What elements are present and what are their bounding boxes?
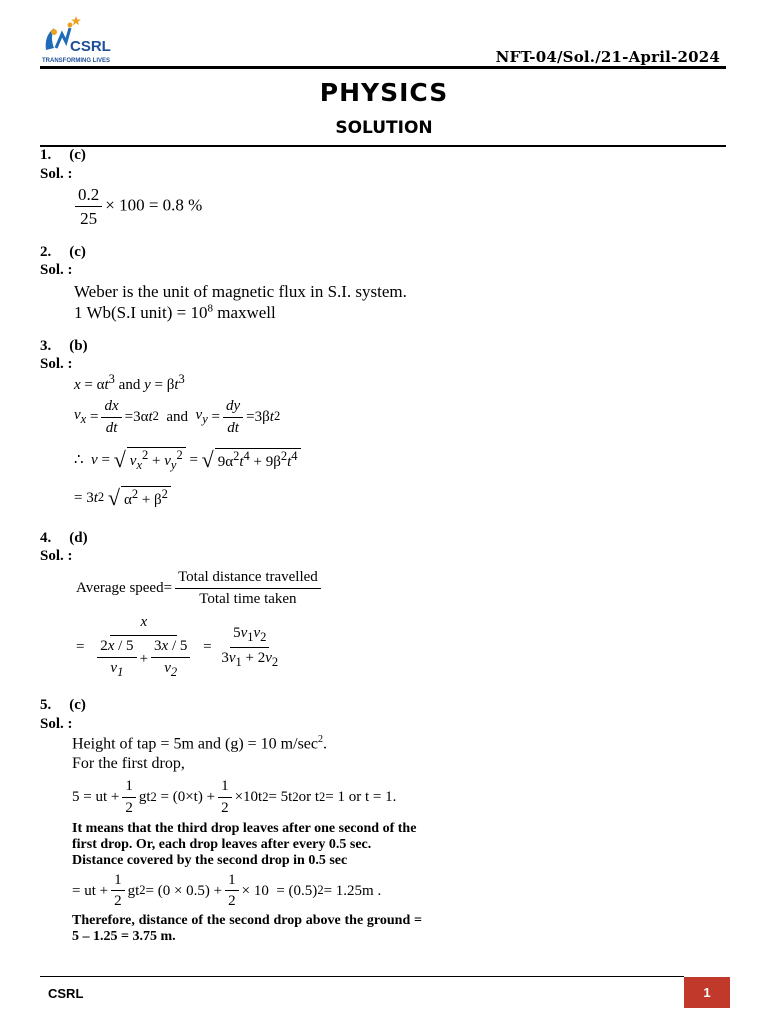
question-4-solution: Average speed= $\frac{\text{Total distance travelled}}{\text{Total time taken}}$ = x $\frac{2x / 5}{v_1}$ + $\frac{3x / 5}{v_2}$ = $\frac{5v_1v_2}{3v_1 + 2v_2}$ <box>76 566 324 680</box>
first-drop-equation: 5 = ut + $\frac{1}{2}$ gt 2 = (0×t) + $\frac{1}{2}$ ×10t 2 = 5t 2 or t 2 = 1 or t = 1. <box>72 778 397 817</box>
question-3-label <box>40 338 88 355</box>
fraction-numerator: 0.2 <box>75 184 102 207</box>
weber-statement: Weber is the unit of magnetic flux in S.I. system. <box>74 282 407 301</box>
question-2-sol-label: Sol. : <box>40 262 73 278</box>
subject-title: PHYSICS <box>319 78 449 107</box>
question-1-sol-label: Sol. : <box>40 166 73 182</box>
page-number: 1 <box>703 985 711 1000</box>
solution-heading: SOLUTION <box>335 118 433 138</box>
page-number-badge <box>684 977 730 1008</box>
question-2-label <box>40 244 86 261</box>
question-5-sol-label: Sol. : <box>40 716 73 732</box>
question-1-solution <box>72 184 202 230</box>
footer-brand: CSRL <box>48 986 84 1001</box>
csrl-logo <box>40 14 120 66</box>
question-5-label <box>40 697 86 714</box>
first-drop-line: For the first drop, <box>72 754 185 772</box>
footer-divider <box>40 976 684 977</box>
question-answer: (b) <box>69 338 88 354</box>
question-number: 2. <box>40 244 52 260</box>
equation-rest: × 100 = 0.8 % <box>105 195 203 215</box>
question-4-sol-label: Sol. : <box>40 548 73 564</box>
heading-divider <box>40 145 726 147</box>
question-1-label <box>40 147 86 164</box>
fraction-denominator: 25 <box>80 209 98 229</box>
question-4-label <box>40 530 88 547</box>
question-answer: (c) <box>69 697 86 713</box>
weber-conversion: 1 Wb(S.I unit) = $10^8$ maxwell <box>74 302 276 323</box>
question-number: 4. <box>40 530 52 546</box>
fraction-numerator: Total distance travelled <box>175 568 321 589</box>
average-speed-label: Average speed= <box>76 579 173 596</box>
second-drop-equation: = ut + $\frac{1}{2}$ gt 2 = (0 × 0.5) + $\frac{1}{2}$ × 10 = (0.5) 2 = 1.25m . <box>72 871 382 910</box>
final-answer-text: Therefore, distance of the second drop above the ground = 5 – 1.25 = 3.75 m. <box>72 912 422 945</box>
question-answer: (d) <box>69 530 88 546</box>
question-2-solution <box>74 281 407 324</box>
logo-tagline: TRANSFORMING LIVES <box>42 58 111 64</box>
question-answer: (c) <box>69 244 86 260</box>
document-reference: NFT-04/Sol./21-April-2024 <box>495 48 720 66</box>
fraction-denominator: Total time taken <box>199 590 297 607</box>
question-number: 1. <box>40 147 52 163</box>
question-5-solution <box>72 734 422 945</box>
question-answer: (c) <box>69 147 86 163</box>
question-number: 5. <box>40 697 52 713</box>
question-3-solution: $x = \alpha t^3$ and $y = \beta t^3$ $v_x$ = $\frac{dx}{dt}$ =3α t 2 and $v_y$ = $\frac{dy}{dt}$ =3β t 2 ∴ v = √ $v_x^2 + v_y^2$ = √ $9\alpha^2t^4 + 9\beta^2t^4$ = 3 t 2 √ $\alpha^2 + \beta^2$ <box>74 372 301 516</box>
header-divider <box>40 66 726 69</box>
question-number: 3. <box>40 338 52 354</box>
tap-height-line: Height of tap = 5m and (g) = 10 $m/\sec^2$. <box>72 734 327 753</box>
logo-wordmark: CSRL <box>70 38 111 55</box>
drop-explanation: It means that the third drop leaves after one second of the first drop. Or, each drop leaves after every 0.5 sec. Distance covered by the second drop in 0.5 sec <box>72 820 417 868</box>
question-3-sol-label: Sol. : <box>40 356 73 372</box>
